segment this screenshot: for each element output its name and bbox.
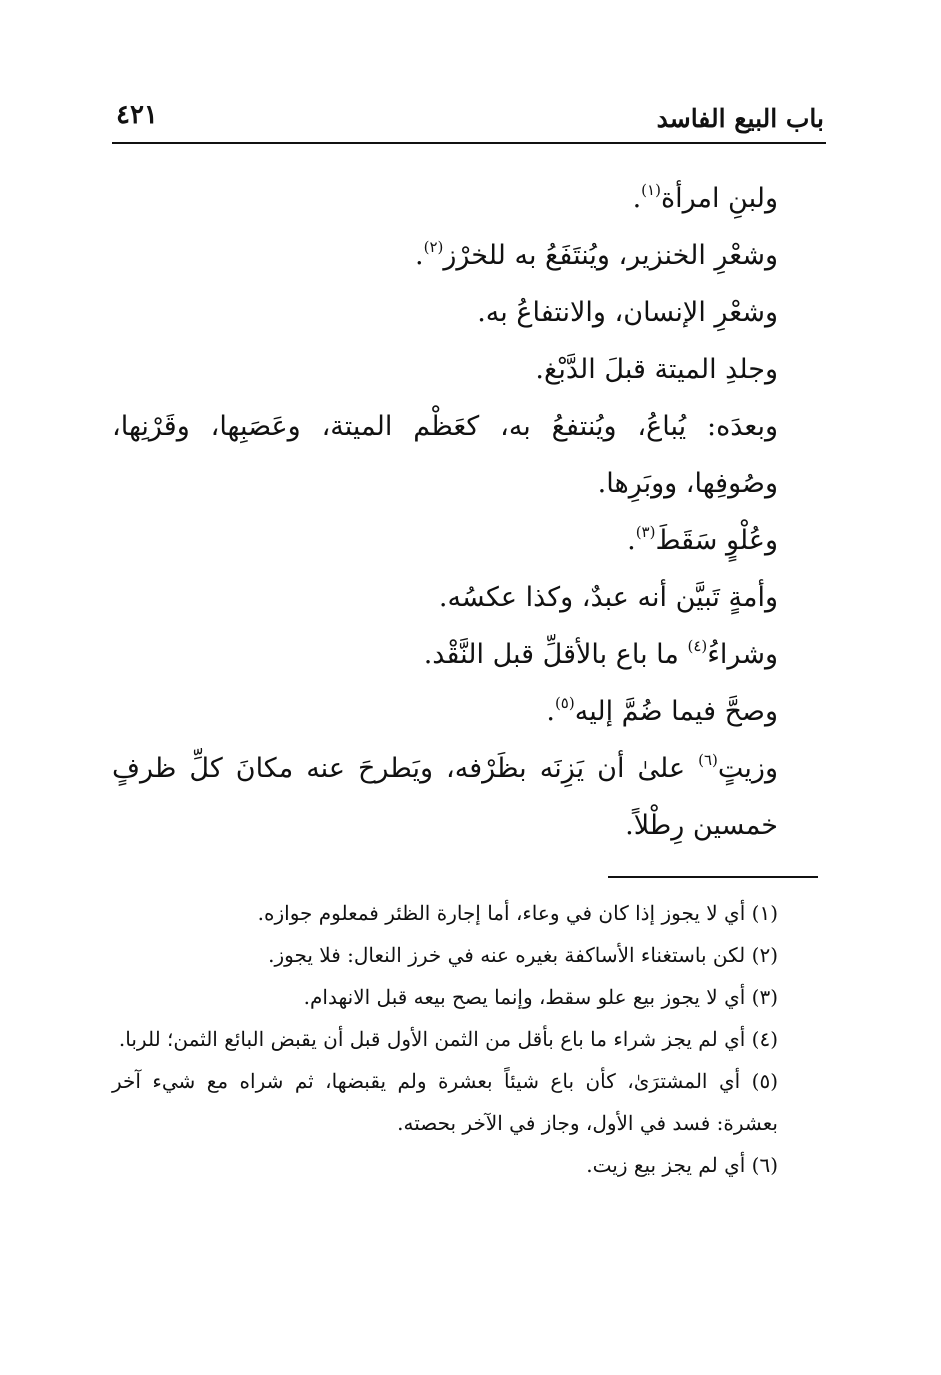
footnote: (٦) أي لم يجز بيع زيت. — [586, 1153, 778, 1177]
header-rule — [112, 142, 826, 144]
footnote-ref: (٤) — [687, 637, 708, 655]
text-line: وشراءُ$^{(٤)}$ ما باع بالأقلِّ قبل النَّقْد. — [423, 637, 778, 670]
footnote-separator — [608, 876, 818, 878]
footnote: (٥) أي المشترَىٰ، كأن باع شيئاً بعشرة ولم يقبضها، ثم شراه مع شيء آخر بعشرة: فسد في الأول، وجاز في الآخر بحصته. — [112, 1069, 778, 1135]
main-text — [112, 170, 778, 854]
text-line: وشعْرِ الخنزير، ويُنتَفَعُ به للخرْز$^{(٢)}$. — [414, 238, 778, 271]
text-line: ولبنِ امرأة$^{(١)}$. — [632, 181, 778, 214]
footnote: (٤) أي لم يجز شراء ما باع بأقل من الثمن الأول قبل أن يقبض البائع الثمن؛ للربا. — [118, 1027, 778, 1051]
text-line: وعُلْوٍ سَقَطَ$^{(٣)}$. — [627, 523, 778, 556]
footnote-ref: (١) — [641, 181, 661, 199]
page-number: ٤٢١ — [116, 100, 158, 130]
footnote: (١) أي لا يجوز إذا كان في وعاء، أما إجارة الظئر فمعلوم جوازه. — [257, 901, 778, 925]
text-line: وصحَّ فيما ضُمَّ إليه$^{(٥)}$. — [546, 694, 778, 727]
running-header — [112, 96, 826, 140]
footnote-ref: (٢) — [423, 238, 444, 256]
footnote-ref: (٥) — [554, 694, 575, 712]
footnote-ref: (٦) — [698, 751, 718, 769]
footnote: (٣) أي لا يجوز بيع علو سقط، وإنما يصح بيعه قبل الانهدام. — [303, 985, 778, 1009]
text-line: وشعْرِ الإنسان، والانتفاعُ به. — [477, 297, 778, 328]
footnotes — [112, 892, 778, 1186]
chapter-title: باب البيع الفاسد — [656, 104, 824, 133]
footnote-ref: (٣) — [635, 523, 656, 541]
text-line: وبعدَه: يُباعُ، ويُنتفعُ به، كعَظْم الميتة، وعَصَبِها، وقَرْنِها، وصُوفِها، ووبَرِها. — [112, 411, 778, 499]
text-line: وزيتٍ$^{(٦)}$ علىٰ أن يَزِنَه بظَرْفه، ويَطرحَ عنه مكانَ كلِّ ظرفٍ خمسين رِطْلاً. — [112, 751, 778, 841]
text-line: وأمةٍ تَبيَّن أنه عبدٌ، وكذا عكسُه. — [438, 582, 778, 613]
footnote: (٢) لكن باستغناء الأساكفة بغيره عنه في خرز النعال: فلا يجوز. — [268, 943, 778, 967]
text-line: وجلدِ الميتة قبلَ الدَّبْغ. — [535, 354, 778, 385]
